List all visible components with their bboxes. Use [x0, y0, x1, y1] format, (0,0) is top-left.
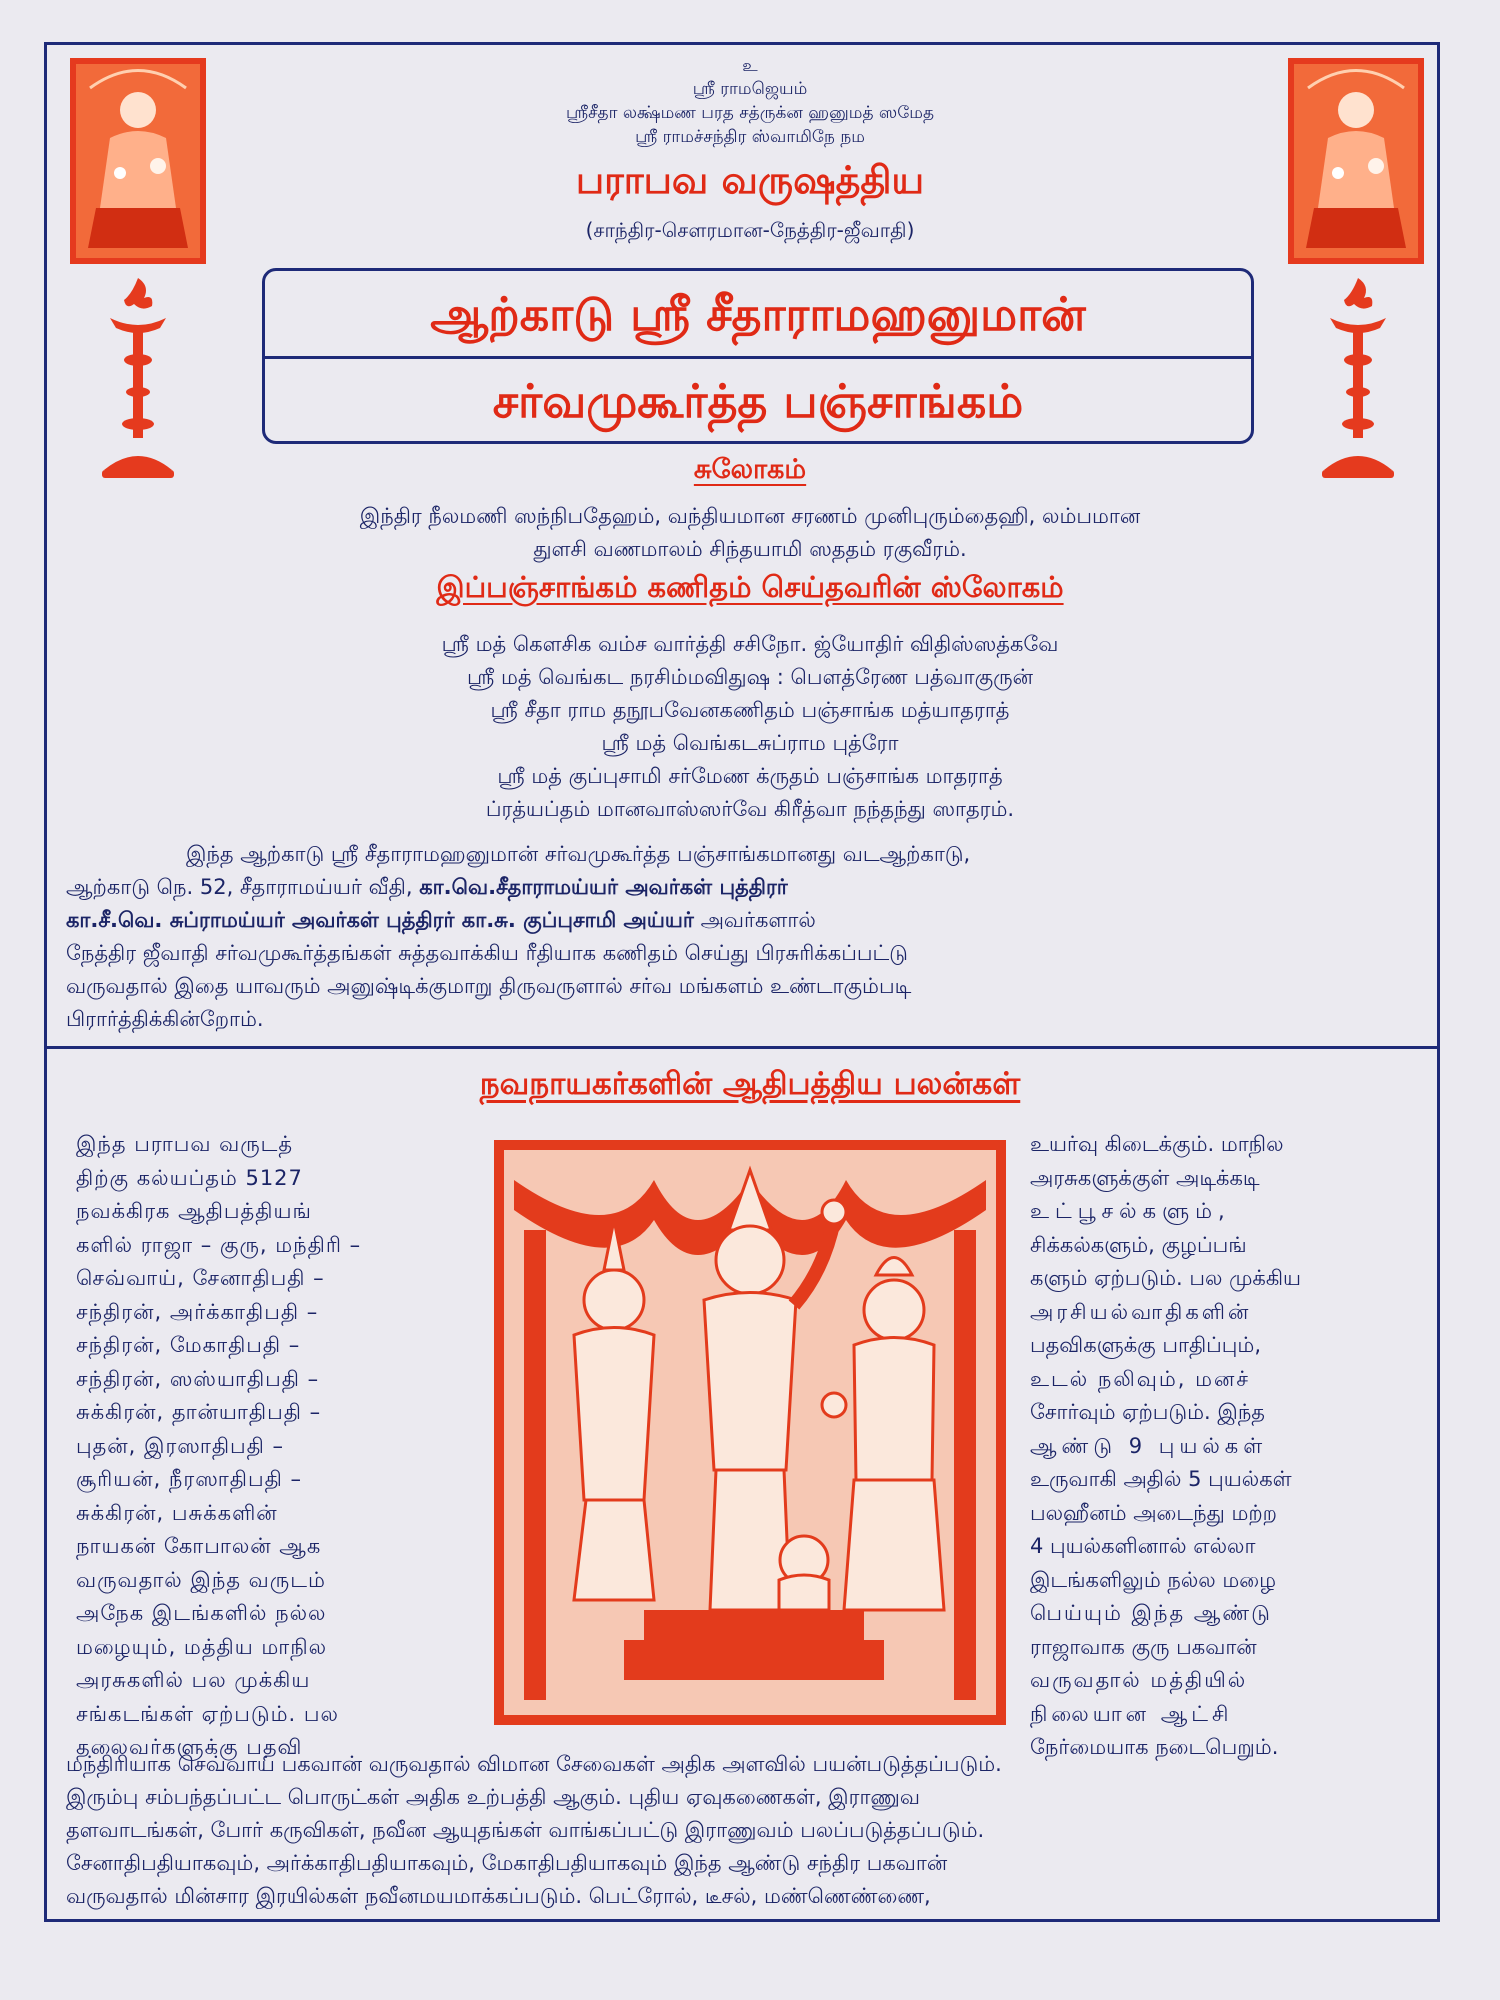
- left-line: சுக்கிரன், பசுக்களின்: [76, 1500, 278, 1525]
- bottom-line-4: சேனாதிபதியாகவும், அர்க்காதிபதியாகவும், மேகாதிபதியாகவும் இந்த ஆண்டு சந்திர பகவான்: [66, 1851, 948, 1875]
- bottom-line-1: மந்திரியாக செவ்வாய் பகவான் வருவதால் விமான சேவைகள் அதிக அளவில் பயன்படுத்தப்படும்.: [66, 1752, 1002, 1776]
- right-line: பலஹீனம் அடைந்து மற்ற: [1030, 1500, 1277, 1525]
- left-line: அநேக இடங்களில் நல்ல: [76, 1601, 327, 1625]
- intro-line-2: [66, 871, 1416, 904]
- sloka-line-2: துளசி வணமாலம் சிந்தயாமி ஸததம் ரகுவீரம்.: [533, 537, 967, 561]
- om-symbol: உ: [742, 56, 758, 76]
- bottom-line-2: இரும்பு சம்பந்தப்பட்ட பொருட்கள் அதிக உற்பத்தி ஆகும். புதிய ஏவுகணைகள், இராணுவ: [66, 1785, 920, 1809]
- right-line: உருவாகி அதில் 5 புயல்கள்: [1030, 1467, 1292, 1491]
- left-line: சுக்கிரன், தான்யாதிபதி –: [76, 1400, 322, 1424]
- left-line: இந்த பராபவ வருடத்: [76, 1132, 294, 1156]
- intro-address: ஆற்காடு நெ. 52, சீதாராமய்யர் வீதி,: [66, 875, 413, 899]
- left-line: சந்திரன், அர்க்காதிபதி –: [76, 1299, 319, 1324]
- header-line-2: ஸ்ரீசீதா லக்ஷ்மண பரத சத்ருக்ன ஹனுமத் ஸமேத: [565, 103, 935, 123]
- left-line: அரசுகளில் பல முக்கிய: [76, 1668, 311, 1692]
- author-sloka-line-6: ப்ரத்யப்தம் மானவாஸ்ஸர்வே கிரீத்வா நந்தந்து ஸாதரம்.: [485, 797, 1015, 821]
- left-line: களில் ராஜா – குரு, மந்திரி –: [76, 1232, 362, 1257]
- right-line: உட்பூசல்களும்,: [1030, 1199, 1231, 1223]
- left-line: தலைவர்களுக்கு பதவி: [76, 1735, 303, 1759]
- intro-family-1: கா.வெ.சீதாராமய்யர் அவர்கள் புத்திரர்: [419, 875, 788, 899]
- navagraha-left-column: [76, 1128, 456, 1765]
- header-line-3: ஸ்ரீ ராமச்சந்திர ஸ்வாமிநே நம: [635, 127, 865, 147]
- right-line: பதவிகளுக்கு பாதிப்பும்,: [1030, 1333, 1261, 1357]
- header-line-1: ஸ்ரீ ராமஜெயம்: [692, 79, 808, 99]
- right-line: களும் ஏற்படும். பல முக்கிய: [1030, 1266, 1302, 1290]
- right-line: இடங்களிலும் நல்ல மழை: [1030, 1567, 1277, 1592]
- right-line: அரசுகளுக்குள் அடிக்கடி: [1030, 1165, 1260, 1190]
- right-line: ராஜாவாக குரு பகவான்: [1030, 1634, 1257, 1659]
- left-line: வருவதால் இந்த வருடம்: [76, 1567, 326, 1592]
- title-line-1: ஆற்காடு ஸ்ரீ சீதாராமஹனுமான்: [430, 287, 1086, 341]
- intro-line-3: [66, 904, 1416, 937]
- navagraha-right-column: [1030, 1128, 1410, 1765]
- right-line: உடல் நலிவும், மனச்: [1030, 1366, 1250, 1391]
- lamp-icon-right: [1316, 274, 1400, 484]
- left-line: சந்திரன், மேகாதிபதி –: [76, 1333, 301, 1357]
- right-line: அரசியல்வாதிகளின்: [1030, 1299, 1252, 1324]
- left-line: செவ்வாய், சேனாதிபதி –: [76, 1266, 325, 1290]
- sloka-heading: சுலோகம்: [693, 454, 807, 485]
- navagraha-heading: நவநாயகர்களின் ஆதிபத்திய பலன்கள்: [479, 1066, 1021, 1102]
- intro-by: அவர்களால்: [700, 908, 816, 932]
- author-sloka-line-4: ஸ்ரீ மத் வெங்கடசுப்ராம புத்ரோ: [601, 731, 899, 755]
- intro-line-6: பிரார்த்திக்கின்றோம்.: [66, 1007, 264, 1031]
- intro-line-5: வருவதால் இதை யாவரும் அனுஷ்டிக்குமாறு திருவருளால் சர்வ மங்களம் உண்டாகும்படி: [66, 974, 912, 998]
- author-sloka-heading: இப்பஞ்சாங்கம் கணிதம் செய்தவரின் ஸ்லோகம்: [436, 570, 1064, 604]
- rama-family-illustration: [494, 1140, 1006, 1725]
- right-line: வருவதால் மத்தியில்: [1030, 1668, 1248, 1692]
- bottom-line-5: வருவதால் மின்சார இரயில்கள் நவீனமயமாக்கப்படும். பெட்ரோல், டீசல், மண்ணெண்ணை,: [66, 1884, 931, 1908]
- right-line: 4 புயல்களினால் எல்லா: [1030, 1534, 1256, 1558]
- author-sloka-line-5: ஸ்ரீ மத் குப்புசாமி சர்மேண க்ருதம் பஞ்சாங்க மாதராத்: [497, 764, 1003, 788]
- right-line: சிக்கல்களும், குழப்பங்: [1030, 1232, 1247, 1257]
- right-line: நிலையான ஆட்சி: [1030, 1701, 1233, 1726]
- left-line: நாயகன் கோபாலன் ஆக: [76, 1534, 322, 1558]
- calendar-subtitle: (சாந்திர-சௌரமான-நேத்திர-ஜீவாதி): [585, 218, 915, 242]
- title-line-2: சர்வமுகூர்த்த பஞ்சாங்கம்: [492, 374, 1024, 428]
- year-title: பராபவ வருஷத்திய: [575, 158, 925, 202]
- title-box-divider: [265, 356, 1251, 359]
- left-line: நவக்கிரக ஆதிபத்தியங்: [76, 1199, 312, 1223]
- bottom-line-3: தளவாடங்கள், போர் கருவிகள், நவீன ஆயுதங்கள் வாங்கப்பட்டு இராணுவம் பலப்படுத்தப்படும்.: [66, 1818, 985, 1842]
- left-line: மழையும், மத்திய மாநில: [76, 1634, 328, 1659]
- intro-line-4: நேத்திர ஜீவாதி சர்வமுகூர்த்தங்கள் சுத்தவாக்கிய ரீதியாக கணிதம் செய்து பிரசுரிக்கப்பட்டு: [66, 941, 908, 965]
- title-box: [262, 268, 1254, 444]
- intro-line-1: இந்த ஆற்காடு ஸ்ரீ சீதாராமஹனுமான் சர்வமுகூர்த்த பஞ்சாங்கமானது வடஆற்காடு,: [186, 842, 971, 866]
- left-line: புதன், இரஸாதிபதி –: [76, 1433, 285, 1458]
- section-divider: [44, 1046, 1440, 1049]
- right-line: சோர்வும் ஏற்படும். இந்த: [1030, 1400, 1265, 1424]
- right-line: நேர்மையாக நடைபெறும்.: [1030, 1735, 1279, 1759]
- author-sloka-line-2: ஸ்ரீ மத் வெங்கட நரசிம்மவிதுஷ : பௌத்ரேண பத்வாகுருன்: [467, 665, 1033, 689]
- lamp-icon-left: [96, 274, 180, 484]
- right-line: ஆண்டு 9 புயல்கள்: [1030, 1433, 1268, 1458]
- left-line: சந்திரன், ஸஸ்யாதிபதி –: [76, 1366, 320, 1391]
- right-line: உயர்வு கிடைக்கும். மாநில: [1030, 1132, 1284, 1156]
- intro-family-2: கா.சீ.வெ. சுப்ராமய்யர் அவர்கள் புத்திரர் கா.சு. குப்புசாமி அய்யர்: [66, 908, 694, 932]
- author-sloka-line-3: ஸ்ரீ சீதா ராம தநூபவேனகணிதம் பஞ்சாங்க மத்யாதராத்: [490, 698, 1010, 722]
- left-line: சங்கடங்கள் ஏற்படும். பல: [76, 1701, 339, 1726]
- author-sloka-line-1: ஸ்ரீ மத் கௌசிக வம்ச வார்த்தி சசிநோ. ஜ்யோதிர் விதிஸ்ஸத்கவே: [441, 632, 1059, 656]
- left-line: திற்கு கல்யப்தம் 5127: [76, 1165, 303, 1190]
- sloka-line-1: இந்திர நீலமணி ஸந்நிபதேஹம், வந்தியமான சரணம் முனிபுரும்தைஹி, லம்பமான: [359, 504, 1141, 528]
- left-line: சூரியன், நீரஸாதிபதி –: [76, 1467, 302, 1491]
- right-line: பெய்யும் இந்த ஆண்டு: [1030, 1601, 1272, 1625]
